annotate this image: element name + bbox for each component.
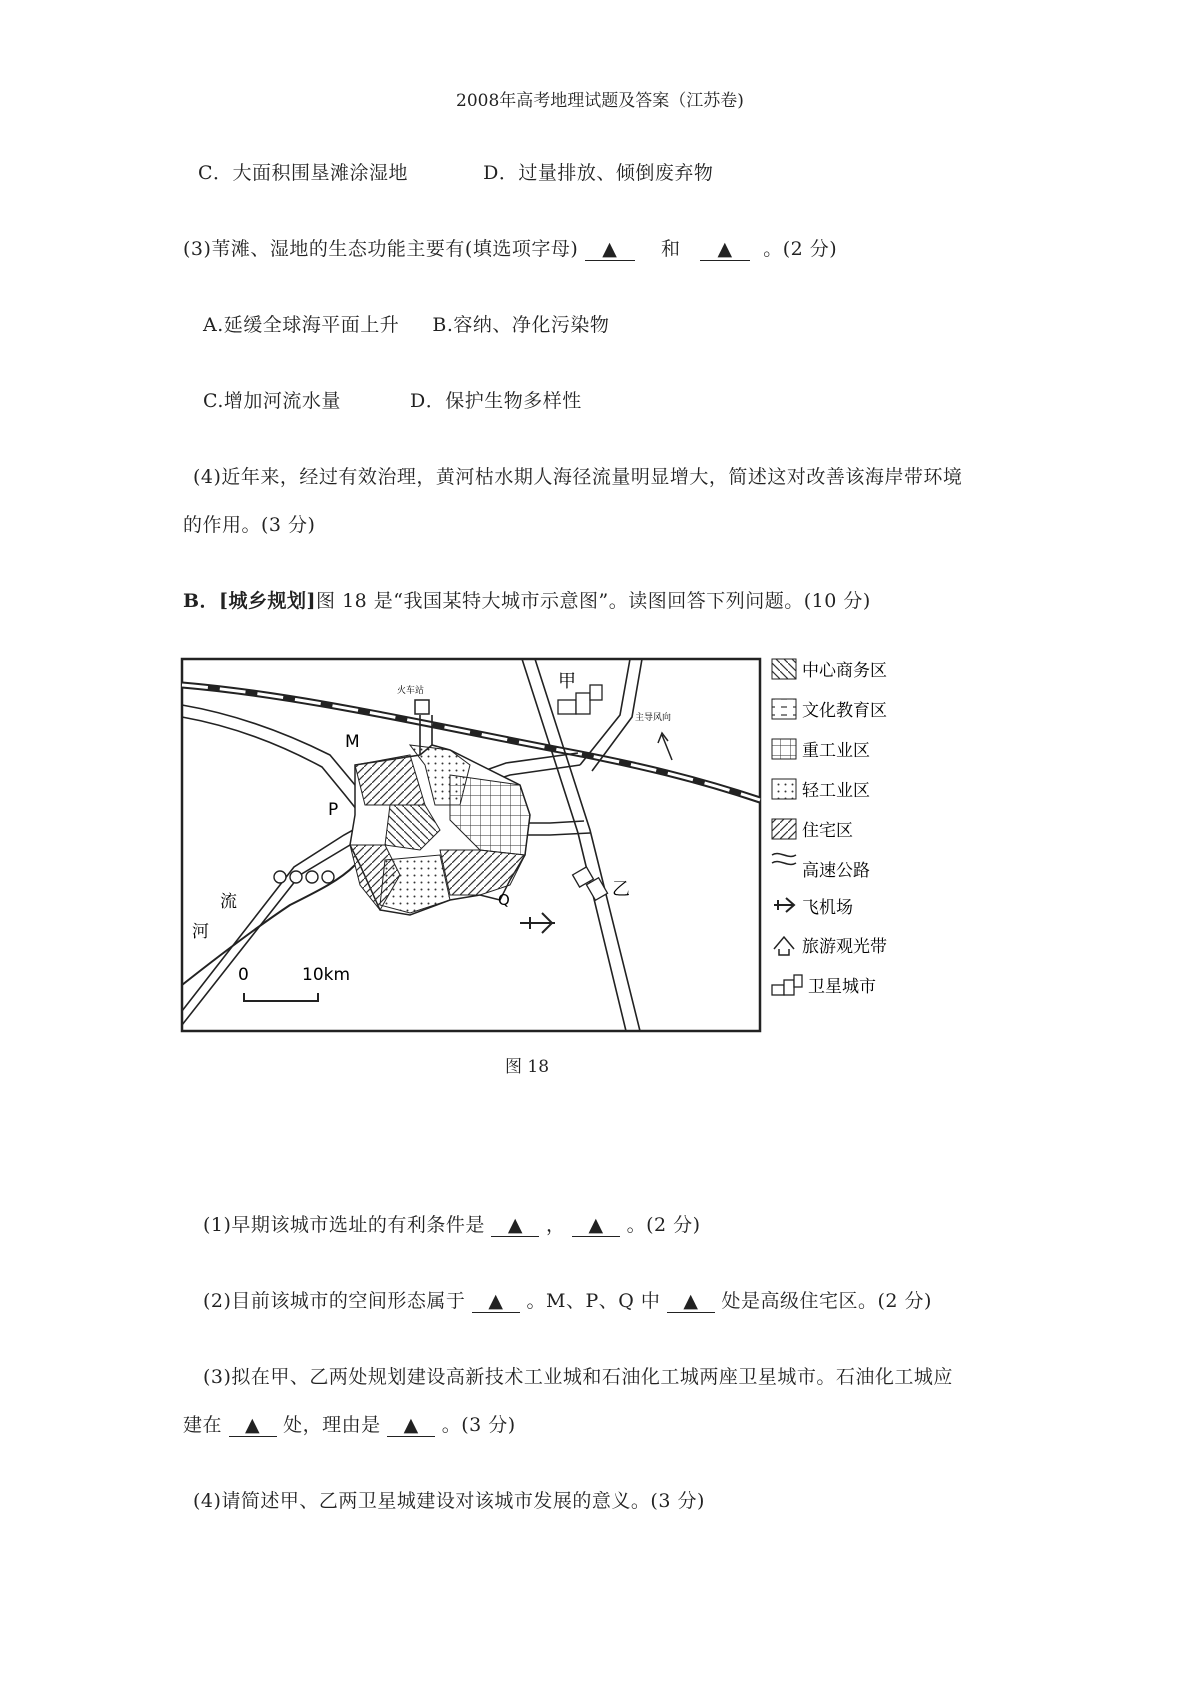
legend-label: 旅游观光带 [802,937,887,957]
question-text: 处是高级住宅区。(2 分) [721,1290,932,1312]
figure-caption: 图 18 [505,1057,550,1077]
answer-blank: ▲ [229,1414,277,1437]
answer-blank: ▲ [472,1290,520,1313]
heavy-grid-icon [772,739,796,759]
section-b-heading [183,586,871,613]
legend-label: 文化教育区 [802,701,887,721]
culture-dash-icon [772,699,796,719]
option-d: D．过量排放、倾倒废弃物 [483,162,714,184]
label-m: M [345,732,360,752]
question-text: (3)苇滩、湿地的生态功能主要有(填选项字母) [183,238,579,260]
separator: ， [546,1214,566,1236]
page-title: 2008年高考地理试题及答案（江苏卷) [456,91,744,111]
legend-label: 轻工业区 [802,781,870,801]
answer-blank: ▲ [585,238,635,261]
section-b-text: 图 18 是“我国某特大城市示意图”。读图回答下列问题。(10 分) [316,590,871,612]
section-b-prefix: B．[城乡规划] [183,590,317,612]
answer-blank: ▲ [491,1214,539,1237]
railway-station-icon [415,700,429,714]
map-legend [772,659,887,997]
question-text: 处，理由是 [283,1414,381,1436]
question-score: 。(3 分) [441,1414,516,1436]
legend-label: 飞机场 [802,898,853,918]
question-2b [203,1286,932,1313]
question-text: (1)早期该城市选址的有利条件是 [203,1214,485,1236]
question-text: 。M、P、Q 中 [526,1290,661,1312]
option-c: C.增加河流水量 [203,390,341,412]
question-3a [183,234,837,261]
legend-label: 住宅区 [802,821,853,841]
question-score: 。(2 分) [626,1214,701,1236]
option-d: D．保护生物多样性 [410,390,582,412]
river-label: 河 [192,922,209,942]
label-yi: 乙 [612,879,630,900]
cbd-hatch-icon [772,659,796,679]
river-label: 流 [220,892,237,912]
legend-label: 高速公路 [802,861,870,881]
question-4a-line1: (4)近年来，经过有效治理，黄河枯水期人海径流量明显增大，简述这对改善该海岸带环境 [193,466,963,488]
legend-label: 卫星城市 [808,977,876,997]
scale-distance: 10km [302,965,351,985]
city-map [180,655,940,1045]
option-a: A.延缓全球海平面上升 [203,314,400,336]
light-dot-icon [772,779,796,799]
question-score: 。(2 分) [763,238,838,260]
legend-label: 重工业区 [802,741,870,761]
legend-label: 中心商务区 [802,661,887,681]
question-4a-line2: 的作用。(3 分) [183,514,316,536]
airport-icon [774,898,794,912]
question-1b [203,1210,701,1237]
conjunction: 和 [660,238,681,260]
answer-blank: ▲ [667,1290,715,1313]
question-3b-line1: (3)拟在甲、乙两处规划建设高新技术工业城和石油化工城两座卫星城市。石油化工城应 [203,1366,953,1388]
prev-question-options [198,158,713,185]
wind-label: 主导风向 [635,713,672,723]
residential-hatch-icon [772,819,796,839]
question-3a-options-row2 [203,386,582,413]
question-text: (2)目前该城市的空间形态属于 [203,1290,466,1312]
option-c: C．大面积围垦滩涂湿地 [198,162,409,184]
question-4b: (4)请简述甲、乙两卫星城建设对该城市发展的意义。(3 分) [193,1490,705,1512]
label-p: P [328,800,339,820]
answer-blank: ▲ [700,238,750,261]
satellite-city-icon [772,975,802,995]
highway-icon [772,854,796,865]
city-map-figure [180,655,940,1085]
question-3a-options-row1 [203,310,609,337]
option-b: B.容纳、净化污染物 [432,314,610,336]
question-text: 建在 [183,1414,223,1436]
scale-zero: 0 [238,965,249,985]
station-label: 火车站 [397,686,425,696]
label-jia: 甲 [558,671,576,692]
question-3b-line2 [183,1410,516,1437]
label-q: Q [498,891,510,909]
tourism-icon [774,937,794,955]
answer-blank: ▲ [387,1414,435,1437]
answer-blank: ▲ [572,1214,620,1237]
